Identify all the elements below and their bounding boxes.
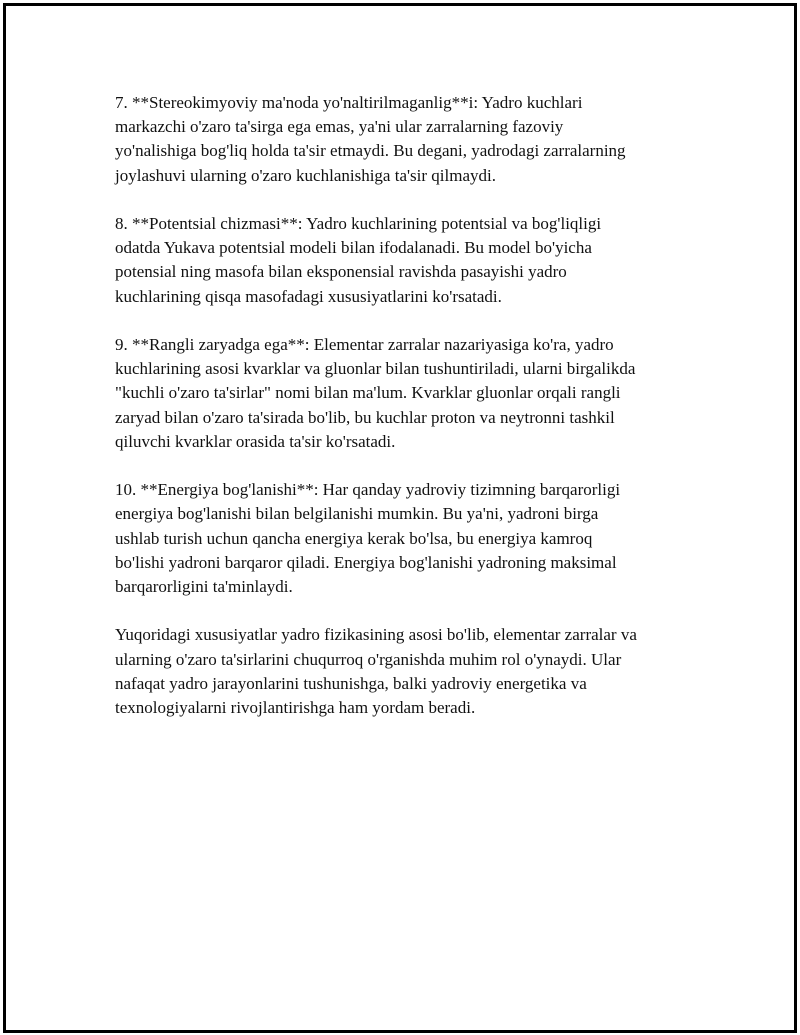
text-line: energiya bog'lanishi bilan belgilanishi mumkin. Bu ya'ni, yadroni birga [115,504,599,524]
text-line: barqarorligini ta'minlaydi. [115,577,293,597]
text-line: joylashuvi ularning o'zaro kuchlanishiga ta'sir qilmaydi. [115,165,496,185]
text-line: nafaqat yadro jarayonlarini tushunishga, balki yadroviy energetika va [115,673,587,693]
text-line: odatda Yukava potentsial modeli bilan ifodalanadi. Bu model bo'yicha [115,238,592,258]
text-line: markazchi o'zaro ta'sirga ega emas, ya'ni ular zarralarning fazoviy [115,117,564,137]
text-line: 9. **Rangli zaryadga ega**: Elementar zarralar nazariyasiga ko'ra, yadro [115,335,614,354]
text-line: zaryad bilan o'zaro ta'sirada bo'lib, bu kuchlar proton va neytronni tashkil [115,407,615,427]
paragraph-item-7 [115,91,695,188]
text-line: Yuqoridagi xususiyatlar yadro fizikasining asosi bo'lib, elementar zarralar va [115,625,637,645]
text-line: 10. **Energiya bog'lanishi**: Har qanday yadroviy tizimning barqarorligi [115,480,621,500]
paragraph-item-8 [115,212,695,309]
text-line: bo'lishi yadroni barqaror qiladi. Energiya bog'lanishi yadroning maksimal [115,552,617,572]
text-line: qiluvchi kvarklar orasida ta'sir ko'rsatadi. [115,431,396,451]
text-line: texnologiyalarni rivojlantirishga ham yordam beradi. [115,698,476,718]
paragraph-conclusion [115,623,695,720]
document-body [115,91,695,744]
paragraph-item-9 [115,333,695,454]
text-line: 8. **Potentsial chizmasi**: Yadro kuchlarining potentsial va bog'liqligi [115,214,602,233]
text-line: yo'nalishiga bog'liq holda ta'sir etmaydi. Bu degani, yadrodagi zarralarning [115,141,626,161]
text-line: ushlab turish uchun qancha energiya kerak bo'lsa, bu energiya kamroq [115,528,593,548]
paragraph-item-10 [115,478,695,599]
text-line: 7. **Stereokimyoviy ma'noda yo'naltirilmaganlig**i: Yadro kuchlari [115,93,583,112]
text-line: ularning o'zaro ta'sirlarini chuqurroq o'rganishda muhim rol o'ynaydi. Ular [115,649,622,669]
text-line: "kuchli o'zaro ta'sirlar" nomi bilan ma'lum. Kvarklar gluonlar orqali rangli [115,383,621,403]
text-line: potensial ning masofa bilan eksponensial ravishda pasayishi yadro [115,262,567,282]
text-line: kuchlarining asosi kvarklar va gluonlar bilan tushuntiriladi, ularni birgalikda [115,359,636,379]
text-line: kuchlarining qisqa masofadagi xususiyatlarini ko'rsatadi. [115,286,502,306]
